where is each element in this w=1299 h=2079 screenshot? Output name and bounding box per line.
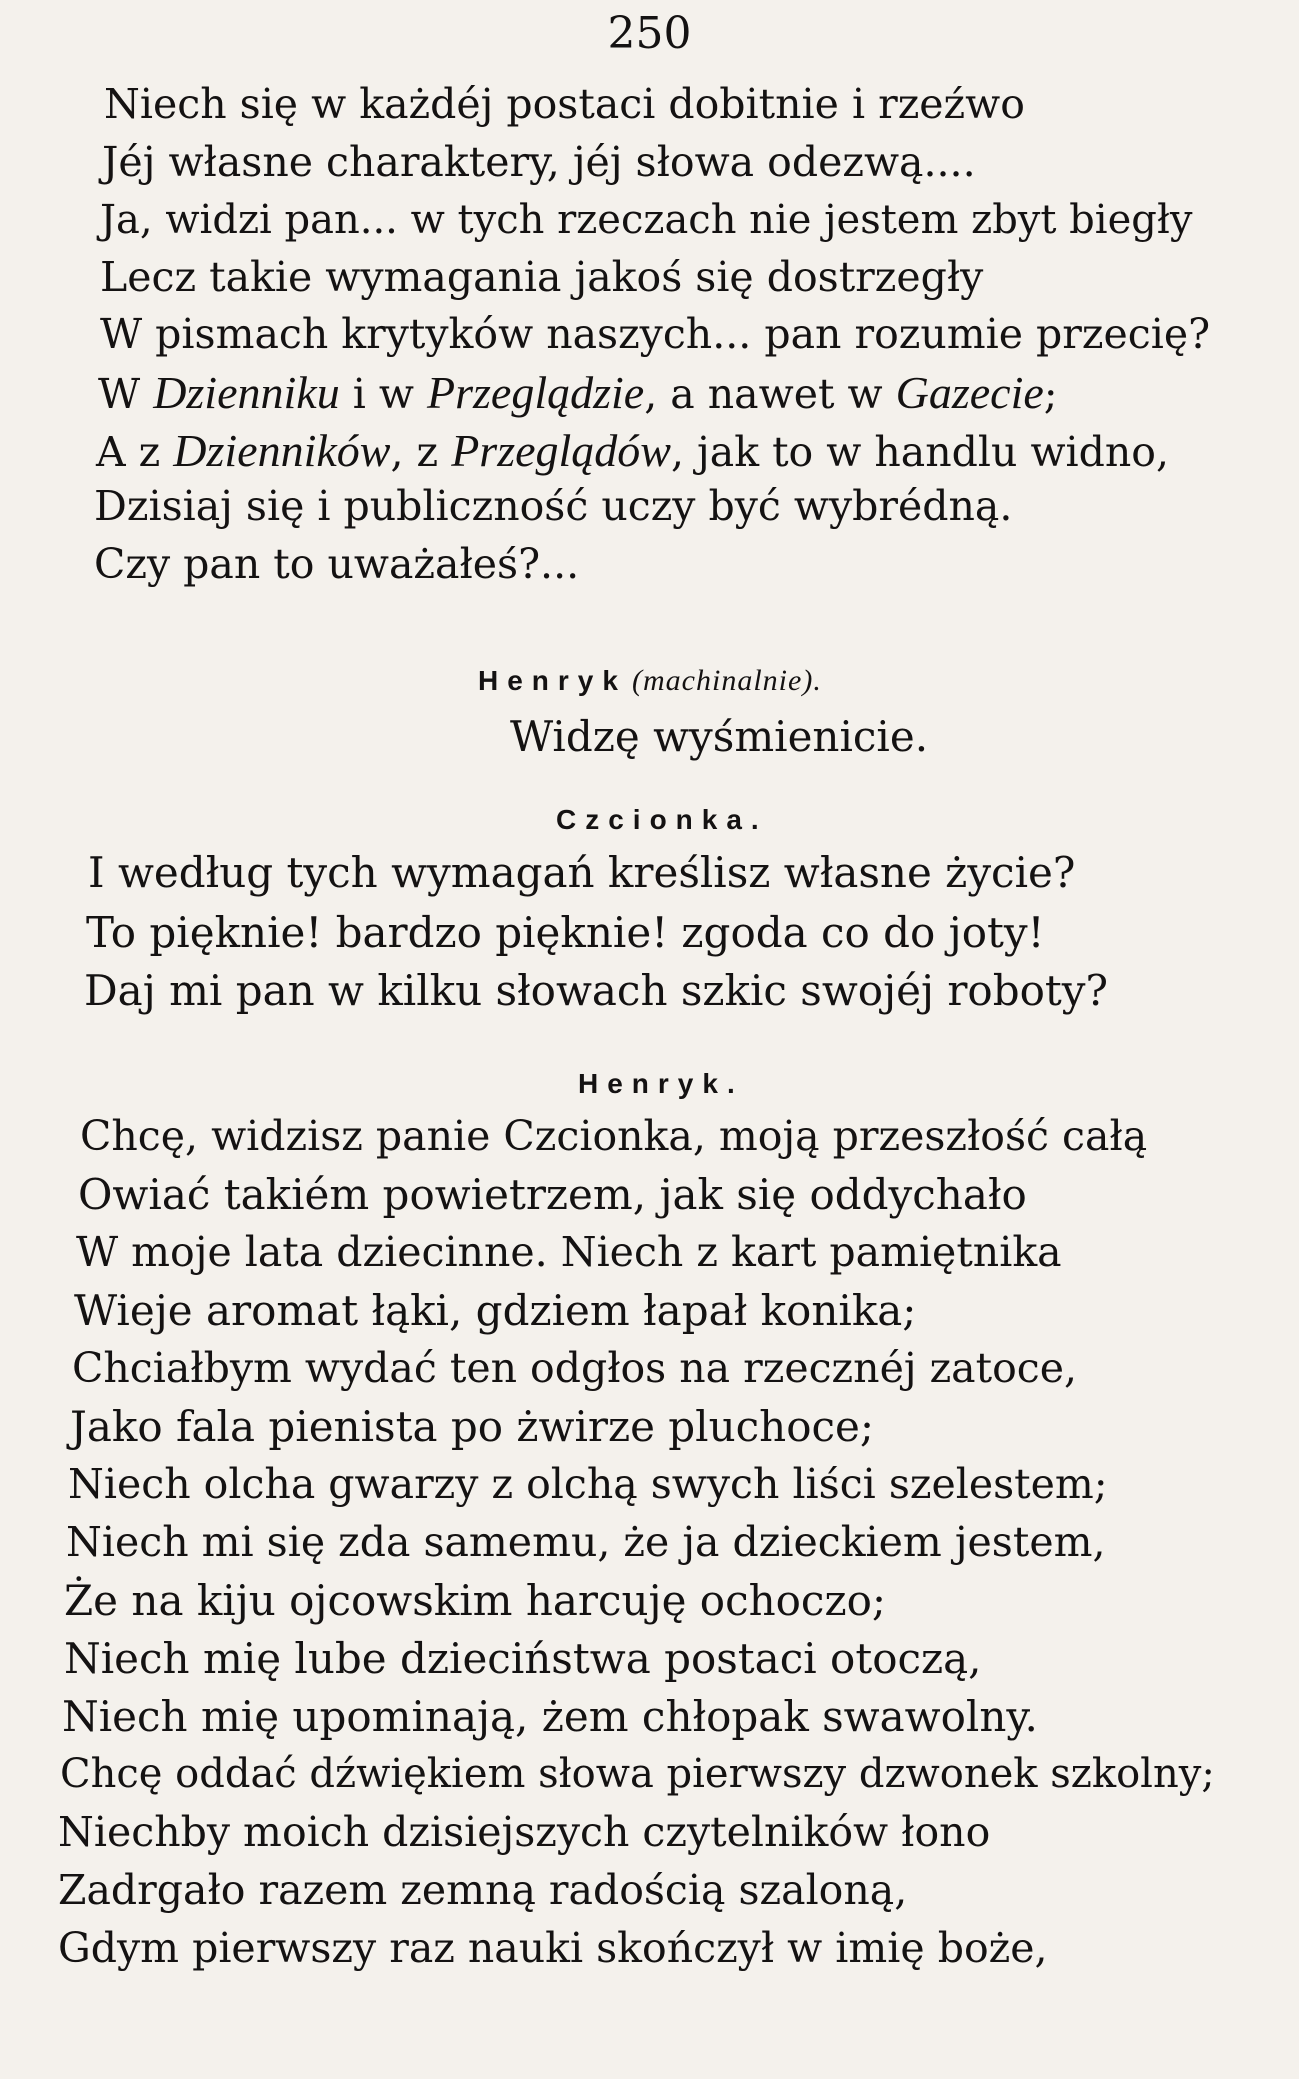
verse-line: Czy pan to uważałeś?...	[94, 540, 580, 588]
verse-line: Niechby moich dzisiejszych czytelników łono	[58, 1808, 991, 1856]
verse-line: Że na kiju ojcowskim harcuję ochoczo;	[64, 1576, 887, 1625]
verse-line: Niech mię upominają, żem chłopak swawolny.	[62, 1692, 1038, 1741]
speaker-name: Czcionka.	[556, 804, 768, 835]
verse-line-with-titles	[98, 367, 1058, 418]
verse-line: Jako fala pienista po żwirze pluchoce;	[70, 1402, 875, 1451]
verse-line: I według tych wymagań kreślisz własne życie?	[88, 848, 1076, 897]
verse-line: Dzisiaj się i publiczność uczy być wybrédną.	[94, 482, 1013, 530]
verse-line: To pięknie! bardzo pięknie! zgoda co do joty!	[86, 908, 1045, 957]
verse-line: Chcę oddać dźwiękiem słowa pierwszy dzwonek szkolny;	[60, 1751, 1215, 1797]
journal-title: Dzienników	[173, 425, 391, 476]
text: , a nawet w	[644, 370, 896, 418]
journal-title: Dzienniku	[153, 367, 340, 418]
verse-line: Niech mi się zda samemu, że ja dzieckiem jestem,	[66, 1518, 1106, 1566]
journal-title: Przeglądzie	[427, 367, 645, 418]
speaker-name: Henryk	[478, 665, 627, 696]
verse-line: Chcę, widzisz panie Czcionka, moją przeszłość całą	[80, 1112, 1148, 1160]
verse-line: Niech mię lube dzieciństwa postaci otoczą,	[64, 1634, 982, 1683]
verse-line: W moje lata dziecinne. Niech z kart pamiętnika	[76, 1228, 1062, 1276]
verse-line: Lecz takie wymagania jakoś się dostrzegły	[100, 253, 984, 301]
verse-line: Widzę wyśmienicie.	[510, 712, 929, 761]
verse-line: Zadrgało razem zemną radością szaloną,	[58, 1866, 908, 1914]
stage-direction: (machinalnie).	[632, 664, 822, 697]
verse-line: W pismach krytyków naszych... pan rozumie przecię?	[100, 310, 1211, 358]
journal-title: Gazecie	[895, 367, 1044, 418]
verse-line: Owiać takiém powietrzem, jak się oddychało	[78, 1170, 1027, 1219]
verse-line: Wieje aromat łąki, gdziem łapał konika;	[74, 1286, 917, 1335]
verse-line: Niech się w każdéj postaci dobitnie i rzeźwo	[104, 80, 1025, 128]
verse-line: Niech olcha gwarzy z olchą swych liści szelestem;	[68, 1460, 1108, 1508]
page-number: 250	[607, 8, 692, 59]
text: , jak to w handlu widno,	[670, 428, 1170, 476]
text: ;	[1043, 370, 1058, 418]
verse-line-with-titles	[96, 425, 1170, 476]
speaker-heading	[478, 664, 822, 698]
verse-line: Jéj własne charaktery, jéj słowa odezwą....	[102, 138, 976, 186]
text: A z	[96, 428, 174, 476]
verse-line: Gdym pierwszy raz nauki skończył w imię boże,	[58, 1924, 1048, 1972]
speaker-name: Henryk.	[578, 1068, 744, 1099]
verse-line: Chciałbym wydać ten odgłos na rzecznéj zatoce,	[72, 1344, 1078, 1392]
journal-title: Przeglądów	[451, 425, 671, 476]
verse-line: Ja, widzi pan... w tych rzeczach nie jestem zbyt biegły	[100, 197, 1193, 243]
text: i w	[339, 370, 428, 418]
text: , z	[390, 428, 452, 476]
verse-line: Daj mi pan w kilku słowach szkic swojéj roboty?	[84, 966, 1108, 1015]
text: W	[98, 370, 154, 418]
